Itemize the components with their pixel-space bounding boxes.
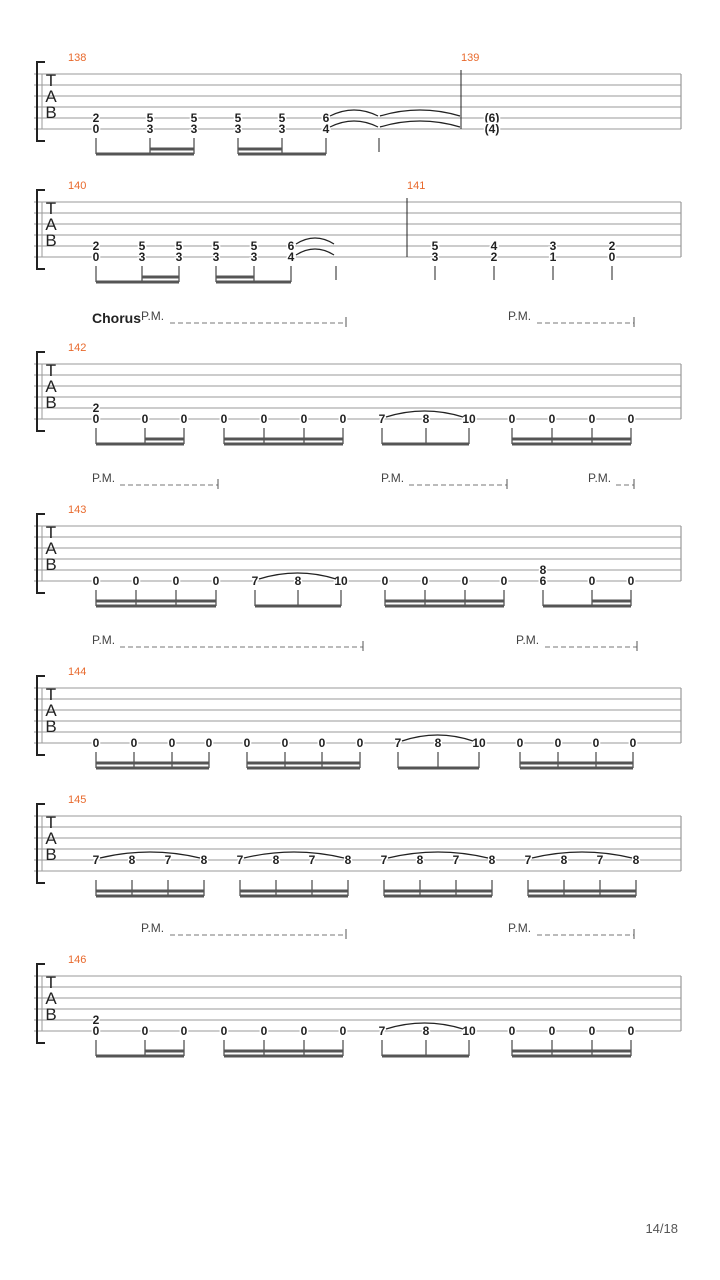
measure-number: 139 — [461, 52, 480, 64]
fret-number: 3 — [234, 122, 242, 136]
tab-clef-letter: A — [45, 989, 57, 1008]
tab-clef-letter: B — [45, 1005, 57, 1024]
fret-number: 8 — [422, 412, 430, 426]
fret-number: 2 — [92, 1013, 100, 1027]
fret-number: 0 — [92, 736, 100, 750]
fret-number: 3 — [431, 250, 439, 264]
tab-clef-letter: A — [45, 539, 57, 558]
fret-number: 0 — [608, 250, 616, 264]
fret-number: 5 — [175, 239, 183, 253]
fret-number: 7 — [251, 574, 259, 588]
palm-mute-label: P.M. — [141, 309, 165, 323]
fret-number: 0 — [508, 412, 516, 426]
fret-number: 2 — [92, 111, 100, 125]
palm-mute-label: P.M. — [508, 309, 532, 323]
tab-clef-letter: T — [45, 685, 57, 704]
fret-number: 0 — [461, 574, 469, 588]
fret-number: 0 — [180, 412, 188, 426]
fret-number: 5 — [431, 239, 439, 253]
measure-number: 145 — [68, 794, 87, 806]
fret-number: 7 — [378, 1024, 386, 1038]
fret-number: 2 — [608, 239, 616, 253]
staff-system — [34, 180, 681, 282]
measure-number: 141 — [407, 180, 426, 192]
slur — [532, 852, 632, 858]
fret-number: 8 — [128, 853, 136, 867]
fret-number: 6 — [322, 111, 330, 125]
staff-system — [34, 52, 681, 154]
fret-number: 8 — [200, 853, 208, 867]
fret-number: 3 — [138, 250, 146, 264]
fret-number: 0 — [260, 1024, 268, 1038]
fret-number: 7 — [596, 853, 604, 867]
fret-number: 5 — [234, 111, 242, 125]
fret-number: 6 — [287, 239, 295, 253]
fret-number: 8 — [272, 853, 280, 867]
slur — [380, 110, 460, 116]
fret-number: 3 — [278, 122, 286, 136]
fret-number: 6 — [539, 574, 547, 588]
tab-clef-letter: T — [45, 361, 57, 380]
slur — [380, 121, 460, 127]
fret-number: 3 — [549, 239, 557, 253]
page-number: 14/18 — [645, 1221, 678, 1236]
fret-number: 8 — [539, 563, 547, 577]
tab-clef-letter: T — [45, 523, 57, 542]
fret-number: 0 — [627, 574, 635, 588]
fret-number: 2 — [92, 401, 100, 415]
fret-number: 3 — [146, 122, 154, 136]
fret-number: 0 — [592, 736, 600, 750]
fret-number: 8 — [434, 736, 442, 750]
fret-number: 0 — [588, 1024, 596, 1038]
fret-number: (4) — [484, 122, 500, 136]
fret-number: 8 — [344, 853, 352, 867]
measure-number: 142 — [68, 342, 87, 354]
palm-mute-label: P.M. — [508, 921, 532, 935]
fret-number: 5 — [138, 239, 146, 253]
slur — [296, 238, 334, 244]
fret-number: 0 — [508, 1024, 516, 1038]
fret-number: 0 — [168, 736, 176, 750]
staff-system — [34, 309, 681, 444]
tab-clef-letter: B — [45, 393, 57, 412]
fret-number: 5 — [278, 111, 286, 125]
fret-number: 3 — [175, 250, 183, 264]
tab-clef-letter: B — [45, 555, 57, 574]
fret-number: 5 — [250, 239, 258, 253]
fret-number: 0 — [180, 1024, 188, 1038]
palm-mute-label: P.M. — [92, 471, 116, 485]
fret-number: 0 — [548, 412, 556, 426]
staff-system — [34, 921, 681, 1056]
fret-number: 10 — [462, 1024, 476, 1038]
fret-number: 0 — [172, 574, 180, 588]
fret-number: 10 — [334, 574, 348, 588]
fret-number: 0 — [627, 412, 635, 426]
fret-number: 0 — [516, 736, 524, 750]
fret-number: 0 — [300, 412, 308, 426]
fret-number: 0 — [220, 412, 228, 426]
tab-clef-letter: B — [45, 103, 57, 122]
fret-number: 7 — [524, 853, 532, 867]
fret-number: 0 — [92, 1024, 100, 1038]
fret-number: 7 — [308, 853, 316, 867]
fret-number: 7 — [380, 853, 388, 867]
fret-number: 0 — [588, 412, 596, 426]
fret-number: 8 — [488, 853, 496, 867]
fret-number: 4 — [490, 239, 498, 253]
tab-clef-letter: B — [45, 845, 57, 864]
fret-number: 0 — [421, 574, 429, 588]
fret-number: 0 — [548, 1024, 556, 1038]
slur — [330, 121, 378, 127]
staff-system — [34, 633, 681, 768]
fret-number: 0 — [627, 1024, 635, 1038]
palm-mute-label: P.M. — [92, 633, 116, 647]
tab-clef-letter: B — [45, 717, 57, 736]
fret-number: 0 — [629, 736, 637, 750]
staff-system — [34, 794, 681, 896]
fret-number: 8 — [422, 1024, 430, 1038]
tab-clef-letter: A — [45, 87, 57, 106]
fret-number: 4 — [287, 250, 295, 264]
tab-clef-letter: A — [45, 701, 57, 720]
measure-number: 138 — [68, 52, 87, 64]
slur — [296, 249, 334, 255]
fret-number: 7 — [452, 853, 460, 867]
fret-number: 2 — [490, 250, 498, 264]
fret-number: 7 — [378, 412, 386, 426]
slur — [330, 110, 378, 116]
palm-mute-label: P.M. — [516, 633, 540, 647]
fret-number: 10 — [462, 412, 476, 426]
slur — [388, 852, 488, 858]
slur — [244, 852, 344, 858]
fret-number: 0 — [92, 574, 100, 588]
fret-number: 2 — [92, 239, 100, 253]
fret-number: 3 — [212, 250, 220, 264]
fret-number: 5 — [146, 111, 154, 125]
fret-number: 8 — [294, 574, 302, 588]
fret-number: 0 — [132, 574, 140, 588]
measure-number: 143 — [68, 504, 87, 516]
slur — [100, 852, 200, 858]
tab-clef-letter: T — [45, 813, 57, 832]
fret-number: 0 — [92, 122, 100, 136]
fret-number: 0 — [300, 1024, 308, 1038]
measure-number: 146 — [68, 954, 87, 966]
palm-mute-label: P.M. — [141, 921, 165, 935]
measure-number: 140 — [68, 180, 87, 192]
tab-clef-letter: A — [45, 829, 57, 848]
fret-number: 0 — [356, 736, 364, 750]
tab-clef-letter: T — [45, 973, 57, 992]
fret-number: 1 — [549, 250, 557, 264]
fret-number: 0 — [588, 574, 596, 588]
fret-number: 0 — [281, 736, 289, 750]
tab-clef-letter: T — [45, 71, 57, 90]
tab-clef-letter: B — [45, 231, 57, 250]
tab-clef-letter: A — [45, 215, 57, 234]
section-label: Chorus — [92, 310, 141, 326]
fret-number: 7 — [394, 736, 402, 750]
fret-number: 0 — [141, 412, 149, 426]
fret-number: 7 — [236, 853, 244, 867]
fret-number: 5 — [212, 239, 220, 253]
tab-clef-letter: A — [45, 377, 57, 396]
fret-number: 0 — [205, 736, 213, 750]
fret-number: 0 — [92, 250, 100, 264]
fret-number: 0 — [130, 736, 138, 750]
fret-number: 0 — [339, 1024, 347, 1038]
fret-number: 0 — [339, 412, 347, 426]
fret-number: 7 — [92, 853, 100, 867]
fret-number: 0 — [260, 412, 268, 426]
fret-number: 10 — [472, 736, 486, 750]
measure-number: 144 — [68, 666, 87, 678]
fret-number: 0 — [381, 574, 389, 588]
fret-number: 0 — [318, 736, 326, 750]
fret-number: 5 — [190, 111, 198, 125]
fret-number: 0 — [500, 574, 508, 588]
fret-number: 8 — [560, 853, 568, 867]
fret-number: 0 — [212, 574, 220, 588]
fret-number: 0 — [141, 1024, 149, 1038]
fret-number: 3 — [250, 250, 258, 264]
staff-system — [34, 471, 681, 606]
fret-number: 0 — [554, 736, 562, 750]
palm-mute-label: P.M. — [588, 471, 612, 485]
fret-number: 0 — [92, 412, 100, 426]
fret-number: 7 — [164, 853, 172, 867]
fret-number: 0 — [243, 736, 251, 750]
fret-number: 3 — [190, 122, 198, 136]
tab-clef-letter: T — [45, 199, 57, 218]
fret-number: 0 — [220, 1024, 228, 1038]
fret-number: 8 — [632, 853, 640, 867]
palm-mute-label: P.M. — [381, 471, 405, 485]
fret-number: 4 — [322, 122, 330, 136]
fret-number: 8 — [416, 853, 424, 867]
fret-number: (6) — [484, 111, 500, 125]
